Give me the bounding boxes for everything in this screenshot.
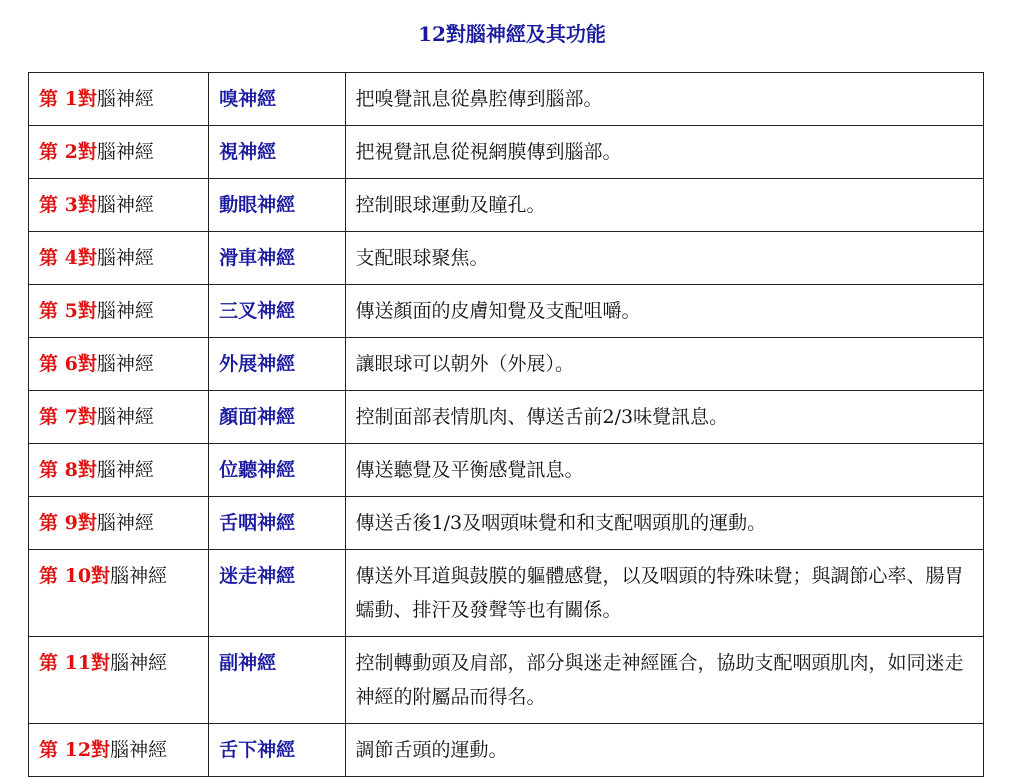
nerve-name: 顏面神經 xyxy=(219,406,296,428)
function-cell xyxy=(345,126,983,179)
nerve-name: 視神經 xyxy=(219,141,277,163)
ordinal-cell xyxy=(29,285,209,338)
ordinal-label: 第 10對 xyxy=(39,565,111,587)
function-cell xyxy=(345,232,983,285)
table-row xyxy=(29,73,984,126)
nerve-name-cell xyxy=(209,391,345,444)
nerve-name-cell xyxy=(209,724,345,777)
table-row xyxy=(29,391,984,444)
function-text: 控制轉動頭及肩部，部分與迷走神經匯合，協助支配咽頭肌肉，如同迷走神經的附屬品而得名。 xyxy=(355,652,964,708)
function-text: 支配眼球聚焦。 xyxy=(355,247,489,269)
ordinal-cell xyxy=(29,637,209,724)
ordinal-cell xyxy=(29,497,209,550)
page-title: 12對腦神經及其功能 xyxy=(418,22,606,46)
ordinal-label: 第 12對 xyxy=(39,739,111,761)
nerve-name: 位聽神經 xyxy=(219,459,296,481)
ordinal-suffix: 腦神經 xyxy=(96,247,154,269)
ordinal-suffix: 腦神經 xyxy=(96,141,154,163)
table-row xyxy=(29,724,984,777)
table-row xyxy=(29,285,984,338)
function-cell xyxy=(345,338,983,391)
nerve-name-cell xyxy=(209,179,345,232)
nerve-name: 舌咽神經 xyxy=(219,512,296,534)
ordinal-cell xyxy=(29,338,209,391)
ordinal-suffix: 腦神經 xyxy=(96,406,154,428)
ordinal-suffix: 腦神經 xyxy=(110,652,168,674)
nerve-name-cell xyxy=(209,126,345,179)
nerve-name: 迷走神經 xyxy=(219,565,296,587)
nerve-name: 嗅神經 xyxy=(219,88,277,110)
table-row xyxy=(29,497,984,550)
ordinal-cell xyxy=(29,179,209,232)
table-row xyxy=(29,444,984,497)
ordinal-label: 第 9對 xyxy=(39,512,97,534)
function-text: 傳送顏面的皮膚知覺及支配咀嚼。 xyxy=(355,300,641,322)
function-cell xyxy=(345,637,983,724)
table-row xyxy=(29,550,984,637)
ordinal-suffix: 腦神經 xyxy=(96,459,154,481)
function-text: 控制面部表情肌肉、傳送舌前2/3味覺訊息。 xyxy=(355,406,729,428)
function-cell xyxy=(345,73,983,126)
ordinal-cell xyxy=(29,724,209,777)
ordinal-label: 第 8對 xyxy=(39,459,97,481)
table-row xyxy=(29,179,984,232)
nerve-name: 滑車神經 xyxy=(219,247,296,269)
cranial-nerves-table xyxy=(28,72,984,777)
function-text: 傳送舌後1/3及咽頭味覺和和支配咽頭肌的運動。 xyxy=(355,512,767,534)
nerve-name-cell xyxy=(209,497,345,550)
ordinal-suffix: 腦神經 xyxy=(96,300,154,322)
function-cell xyxy=(345,179,983,232)
function-cell xyxy=(345,391,983,444)
ordinal-suffix: 腦神經 xyxy=(96,512,154,534)
nerve-name-cell xyxy=(209,232,345,285)
function-cell xyxy=(345,285,983,338)
ordinal-label: 第 5對 xyxy=(39,300,97,322)
ordinal-suffix: 腦神經 xyxy=(96,88,154,110)
ordinal-cell xyxy=(29,550,209,637)
ordinal-label: 第 7對 xyxy=(39,406,97,428)
table-row xyxy=(29,232,984,285)
function-text: 控制眼球運動及瞳孔。 xyxy=(355,194,546,216)
nerve-name: 外展神經 xyxy=(219,353,296,375)
table-row xyxy=(29,338,984,391)
table-row xyxy=(29,637,984,724)
function-cell xyxy=(345,497,983,550)
ordinal-cell xyxy=(29,126,209,179)
nerve-name-cell xyxy=(209,550,345,637)
nerve-name: 三叉神經 xyxy=(219,300,296,322)
table-row xyxy=(29,126,984,179)
ordinal-label: 第 6對 xyxy=(39,353,97,375)
ordinal-label: 第 3對 xyxy=(39,194,97,216)
ordinal-cell xyxy=(29,391,209,444)
nerve-name: 動眼神經 xyxy=(219,194,296,216)
function-text: 把嗅覺訊息從鼻腔傳到腦部。 xyxy=(355,88,603,110)
function-text: 讓眼球可以朝外（外展）。 xyxy=(355,353,575,375)
ordinal-suffix: 腦神經 xyxy=(96,194,154,216)
nerve-name-cell xyxy=(209,285,345,338)
ordinal-suffix: 腦神經 xyxy=(96,353,154,375)
function-cell xyxy=(345,550,983,637)
ordinal-suffix: 腦神經 xyxy=(110,565,168,587)
function-text: 傳送外耳道與鼓膜的軀體感覺，以及咽頭的特殊味覺；與調節心率、腸胃蠕動、排汗及發聲等也有關係。 xyxy=(355,565,964,621)
ordinal-cell xyxy=(29,444,209,497)
nerve-name-cell xyxy=(209,338,345,391)
ordinal-cell xyxy=(29,73,209,126)
ordinal-label: 第 4對 xyxy=(39,247,97,269)
function-text: 傳送聽覺及平衡感覺訊息。 xyxy=(355,459,584,481)
function-text: 把視覺訊息從視網膜傳到腦部。 xyxy=(355,141,622,163)
nerve-name-cell xyxy=(209,73,345,126)
function-cell xyxy=(345,724,983,777)
function-cell xyxy=(345,444,983,497)
ordinal-cell xyxy=(29,232,209,285)
ordinal-label: 第 11對 xyxy=(39,652,111,674)
nerve-name-cell xyxy=(209,637,345,724)
ordinal-label: 第 1對 xyxy=(39,88,97,110)
nerve-name: 副神經 xyxy=(219,652,277,674)
ordinal-suffix: 腦神經 xyxy=(110,739,168,761)
function-text: 調節舌頭的運動。 xyxy=(355,739,508,761)
nerve-name: 舌下神經 xyxy=(219,739,296,761)
ordinal-label: 第 2對 xyxy=(39,141,97,163)
nerve-name-cell xyxy=(209,444,345,497)
